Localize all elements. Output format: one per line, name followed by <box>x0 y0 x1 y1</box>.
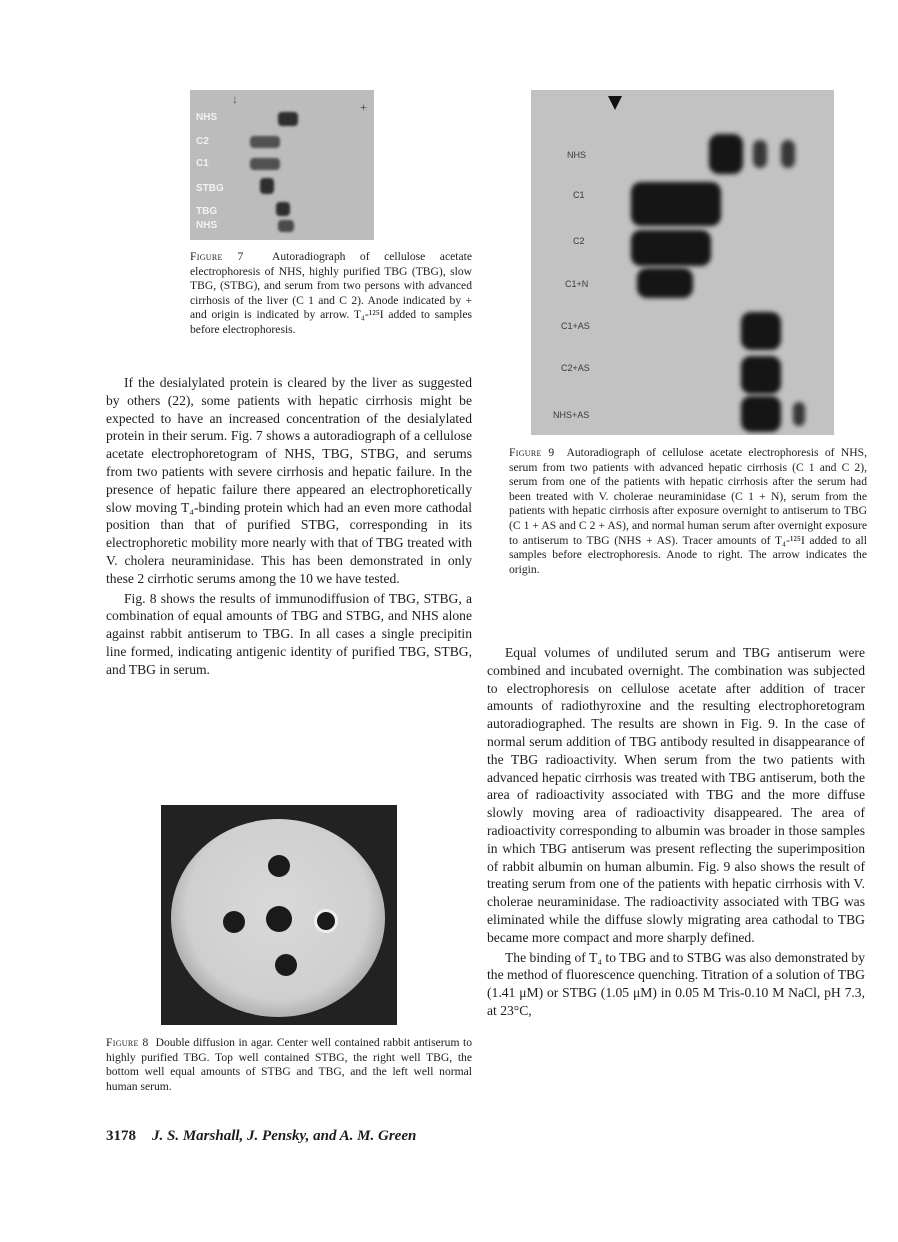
lane-label: C1 <box>573 190 585 200</box>
top-well <box>268 855 290 877</box>
left-column-text <box>106 374 472 679</box>
radioactive-band <box>709 134 743 174</box>
radioactive-band <box>250 136 280 148</box>
lane-label: NHS <box>196 112 218 123</box>
origin-arrow: ↓ <box>232 92 238 106</box>
caption-label: Figure 7 <box>190 250 244 263</box>
paragraph: Equal volumes of undiluted serum and TBG antiserum were combined and incubated overnight. The combination was subjected to electrophoresis on cellulose acetate after addition of tracer amounts of radiothyroxine and the resulting electrophoretogram autoradiographed. The results are shown in Fig. 9. In the case of normal serum addition of TBG antibody resulted in disappearance of the TBG radioactivity. When serum from the two patients with advanced hepatic cirrhosis was treated with TBG antiserum, both the area of radioactivity associated with TBG and the more diffuse slowly moving area of radioactivity disappeared. The area of radioactivity corresponding to albumin was broader in those samples in which TBG antiserum was present reflecting the superimposition of rabbit albumin on human albumin. Fig. 9 also shows the result of treating serum from one of the patients with hepatic cirrhosis with V. cholerae neuraminidase. The radioactivity associated with TBG was eliminated while the diffuse slowly migrating area cathodal to TBG became more compact and more sharply defined. <box>487 645 865 945</box>
lane-label: STBG <box>196 183 224 194</box>
caption-text: Autoradiograph of cellulose acetate electrophoresis of NHS, serum from two patients with advanced hepatic cirrhosis (C 1 and C 2), serum from one of the patients with hepatic cirrhosis after the serum had been treated with V. cholerae neuraminidase (C 1 + N), serum from the patients with hepatic cirrhosis after exposure overnight to antiserum to TBG (C 1 + AS and C 2 + AS), and normal human serum after overnight exposure to antiserum to TBG (NHS + AS). Tracer amounts of T₄-¹²⁵I added to all samples before electrophoresis. Anode to right. The arrow indicates the origin. <box>509 446 867 576</box>
figure-9-autoradiograph <box>531 90 834 435</box>
bottom-well <box>275 954 297 976</box>
radioactive-band <box>631 230 711 266</box>
center-well <box>266 906 292 932</box>
figure-7-autoradiograph <box>190 90 374 240</box>
lane-label: NHS+AS <box>553 410 590 420</box>
caption-label: Figure 9 <box>509 446 555 459</box>
running-authors: J. S. Marshall, J. Pensky, and A. M. Green <box>152 1128 417 1144</box>
left-well <box>223 911 245 933</box>
radioactive-band <box>631 182 721 226</box>
right-well <box>314 909 338 933</box>
page-number: 3178 <box>106 1128 136 1144</box>
figure-8-caption <box>106 1036 472 1094</box>
radioactive-band <box>250 158 280 170</box>
lane-label: C1 <box>196 158 209 169</box>
radioactive-band <box>637 268 693 298</box>
lane-label: C1+AS <box>561 321 590 331</box>
radioactive-band <box>741 312 781 350</box>
paragraph: The binding of T₄ to TBG and to STBG was also demonstrated by the method of fluorescence quenching. Titration of a solution of TBG (1.41 μM) or STBG (1.05 μM) in 0.05 M Tris-0.10 M NaCl, pH 7.3, at 23°C, <box>487 949 865 1018</box>
figure-9-caption <box>509 446 867 577</box>
radioactive-band <box>260 178 274 194</box>
lane-label: C2+AS <box>561 363 590 373</box>
radioactive-band <box>741 396 781 432</box>
lane-label: TBG <box>196 206 218 217</box>
radioactive-band <box>781 140 795 168</box>
lane-label: NHS <box>567 150 587 160</box>
figure-8-agar-plate <box>161 805 397 1025</box>
caption-text: Double diffusion in agar. Center well contained rabbit antiserum to highly purified TBG. Top well contained STBG, the right well TBG, the bottom well equal amounts of STBG and TBG, and the left well normal human serum. <box>106 1036 472 1093</box>
paragraph: Fig. 8 shows the results of immunodiffusion of TBG, STBG, a combination of equal amounts of TBG and STBG, and NHS alone against rabbit antiserum to TBG. In all cases a single precipitin line formed, indicating antigenic identity of purified TBG, STBG, and TBG in serum. <box>106 590 472 677</box>
right-column-text <box>487 644 865 1020</box>
figure-7-caption <box>190 250 472 338</box>
radioactive-band <box>753 140 767 168</box>
lane-label: C2 <box>196 136 209 147</box>
lane-label: C1+N <box>565 279 589 289</box>
origin-arrow-icon <box>608 96 622 110</box>
radioactive-band <box>276 202 290 216</box>
radioactive-band <box>793 402 805 426</box>
anode-mark: + <box>360 100 367 114</box>
caption-text: Autoradiograph of cellulose acetate electrophoresis of NHS, highly purified TBG (TBG), slow TBG, (STBG), and serum from two persons with advanced cirrhosis of the liver (C 1 and C 2). Anode indicated by + and origin is indicated by arrow. T₄-¹²⁵I added to samples before electrophoresis. <box>190 250 472 336</box>
lane-label: NHS <box>196 220 218 231</box>
lane-label: C2 <box>573 236 585 246</box>
caption-label: Figure 8 <box>106 1036 149 1049</box>
radioactive-band <box>741 356 781 394</box>
paragraph: If the desialylated protein is cleared by the liver as suggested by others (22), some patients with hepatic cirrhosis might be expected to have an increased concentration of the desialylated protein in their serum. Fig. 7 shows a autoradiograph of a cellulose acetate electrophoretogram of NHS, TBG, STBG, and serums from two patients with severe cirrhosis and hepatic failure. In the presence of hepatic failure there appeared an electrophoretically slow moving T₄-binding protein which had an even more cathodal position than that of purified STBG, corresponding in its electrophoretic mobility more nearly with that of TBG treated with V. cholera neuraminidase. This has been demonstrated in only these 2 cirrhotic serums among the 10 we have tested. <box>106 375 472 586</box>
radioactive-band <box>278 220 294 232</box>
radioactive-band <box>278 112 298 126</box>
